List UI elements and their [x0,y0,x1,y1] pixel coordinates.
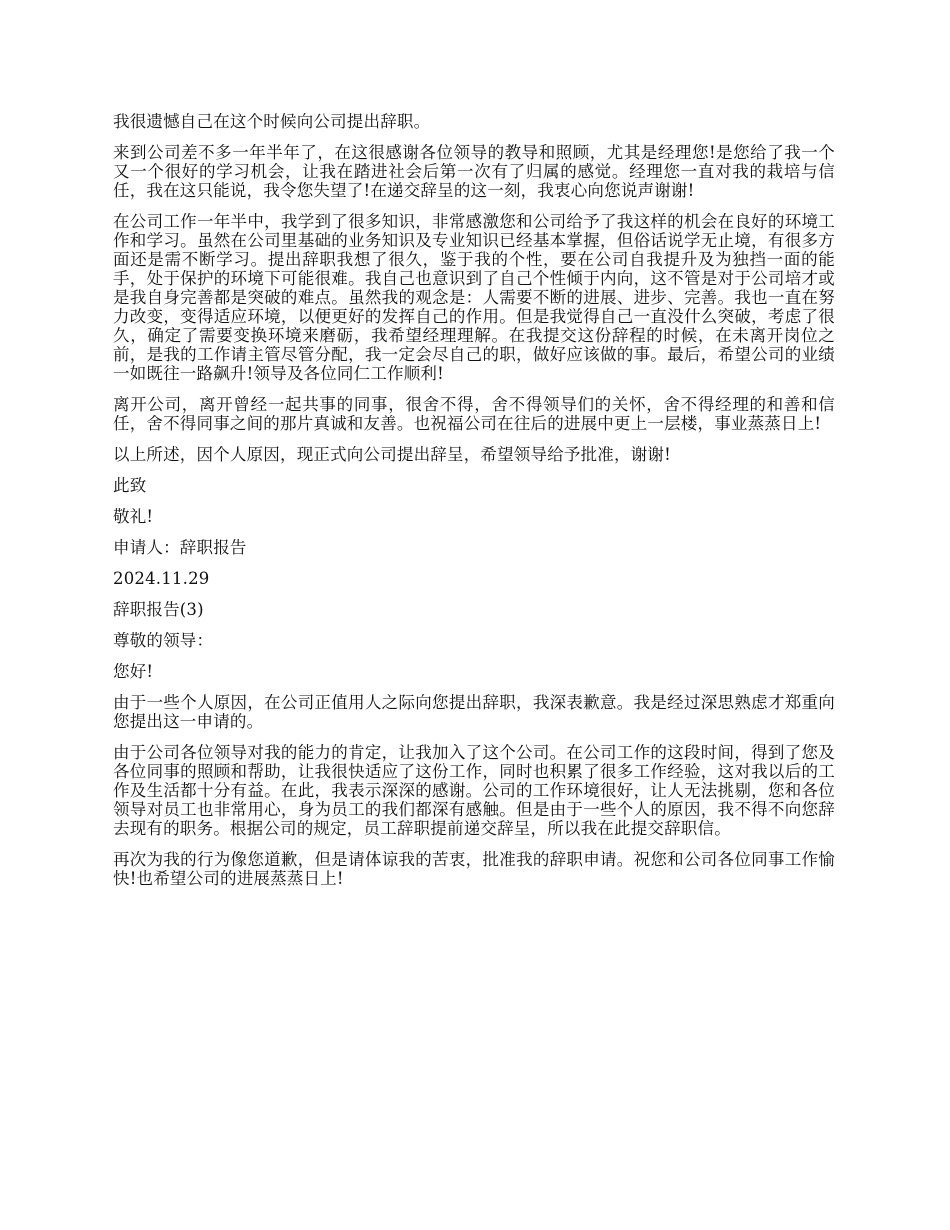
gratitude-paragraph: 来到公司差不多一年半年了，在这很感谢各位领导的教导和照顾，尤其是经理您!是您给了我一个又一个很好的学习机会，让我在踏进社会后第一次有了归属的感觉。经理您一直对我的栽培与信任，我在这只能说，我令您失望了!在递交辞呈的这一刻，我衷心向您说声谢谢! [113,143,835,200]
reason-paragraph: 在公司工作一年半中，我学到了很多知识，非常感激您和公司给予了我这样的机会在良好的环境工作和学习。虽然在公司里基础的业务知识及专业知识已经基本掌握，但俗话说学无止境，有很多方面还是需不断学习。提出辞职我想了很久，鉴于我的个性，要在公司自我提升及为独挡一面的能手，处于保护的环境下可能很难。我自己也意识到了自己个性倾于内向，这不管是对于公司培才或是我自身完善都是突破的难点。虽然我的观念是：人需要不断的进展、进步、完善。我也一直在努力改变，变得适应环境，以便更好的发挥自己的作用。但是我觉得自己一直没什么突破，考虑了很久，确定了需要变换环境来磨砺，我希望经理理解。在我提交这份辞程的时候，在未离开岗位之前，是我的工作请主管尽管分配，我一定会尽自己的职，做好应该做的事。最后，希望公司的业绩一如既往一路飙升!领导及各位同仁工作顺利! [113,212,835,383]
date-line: 2024.11.29 [113,569,210,588]
hello-line: 您好! [113,662,154,681]
applicant-line: 申请人：辞职报告 [113,538,247,557]
closing-regards: 敬礼! [113,507,154,526]
final-paragraph: 再次为我的行为像您道歉，但是请体谅我的苦衷，批准我的辞职申请。祝您和公司各位同事工作愉快!也希望公司的进展蒸蒸日上! [113,850,835,888]
section-title: 辞职报告(3) [113,600,204,619]
request-paragraph: 以上所述，因个人原因，现正式向公司提出辞呈，希望领导给予批准，谢谢! [113,445,671,464]
apology-paragraph: 由于一些个人原因，在公司正值用人之际向您提出辞职，我深表歉意。我是经过深思熟虑才郑重向您提出这一申请的。 [113,693,835,731]
greeting-line: 尊敬的领导： [113,631,214,650]
farewell-paragraph: 离开公司，离开曾经一起共事的同事，很舍不得，舍不得领导们的关怀，舍不得经理的和善和信任，舍不得同事之间的那片真诚和友善。也祝福公司在往后的进展中更上一层楼，事业蒸蒸日上! [113,395,835,433]
intro-paragraph: 我很遗憾自己在这个时候向公司提出辞职。 [113,112,431,131]
closing-salutation: 此致 [113,476,147,495]
appreciation-paragraph: 由于公司各位领导对我的能力的肯定，让我加入了这个公司。在公司工作的这段时间，得到了您及各位同事的照顾和帮助，让我很快适应了这份工作，同时也积累了很多工作经验，这对我以后的工作及生活都十分有益。在此，我表示深深的感谢。公司的工作环境很好，让人无法挑剔，您和各位领导对员工也非常用心，身为员工的我们都深有感触。但是由于一些个人的原因，我不得不向您辞去现有的职务。根据公司的规定，员工辞职提前递交辞呈，所以我在此提交辞职信。 [113,743,835,838]
